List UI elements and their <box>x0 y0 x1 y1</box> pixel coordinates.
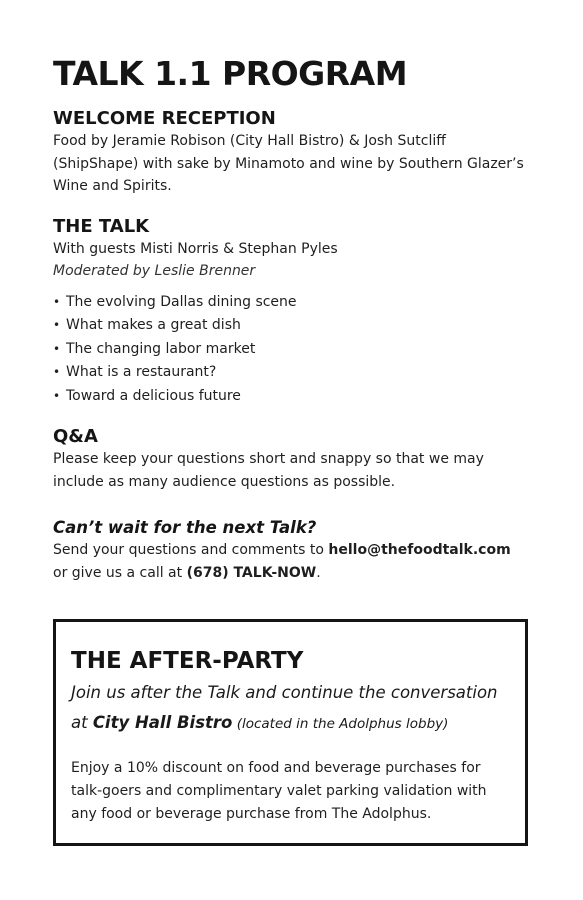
welcome-reception-section <box>53 108 533 198</box>
bullet-icon: • <box>53 388 61 403</box>
contact-phone-link[interactable]: (678) TALK-NOW <box>186 564 317 581</box>
next-talk-line1-prefix: Send your questions and comments to <box>53 542 329 558</box>
qa-text: Please keep your questions short and snappy so that we may include as many audience questions as possible. <box>53 451 484 490</box>
topic-label: What is a restaurant? <box>66 364 217 380</box>
the-talk-section <box>53 216 533 409</box>
after-party-venue: City Hall Bistro <box>92 713 233 732</box>
next-talk-section <box>53 517 533 584</box>
after-party-lead-at: at <box>71 713 93 732</box>
topic-label: Toward a delicious future <box>66 387 241 404</box>
qa-heading: Q&A <box>53 426 98 447</box>
qa-section <box>53 426 533 493</box>
list-item <box>53 291 533 315</box>
program-page <box>53 52 533 602</box>
topic-label: What makes a great dish <box>66 317 241 333</box>
next-talk-line2-suffix: . <box>316 564 321 581</box>
talk-topics-list <box>53 291 533 409</box>
talk-moderator: Moderated by Leslie Brenner <box>53 263 256 279</box>
after-party-text: Enjoy a 10% discount on food and beverage purchases for talk-goers and complimentary valet parking validation with any food or beverage purchase from The Adolphus. <box>71 760 487 822</box>
contact-email-link[interactable]: hello@thefoodtalk.com <box>328 542 511 558</box>
next-talk-line1 <box>53 539 533 562</box>
after-party-heading: THE AFTER-PARTY <box>71 648 304 674</box>
list-item <box>53 338 533 362</box>
list-item <box>53 314 533 338</box>
bullet-icon: • <box>53 341 61 356</box>
list-item <box>53 385 533 409</box>
bullet-icon: • <box>53 294 61 309</box>
after-party-box <box>53 619 528 846</box>
next-talk-line2-prefix: or give us a call at <box>53 564 187 581</box>
after-party-lead-line2 <box>71 708 511 739</box>
bullet-icon: • <box>53 365 61 379</box>
topic-label: The changing labor market <box>66 340 256 357</box>
page-title: TALK 1.1 PROGRAM <box>53 54 408 93</box>
welcome-reception-text: Food by Jeramie Robison (City Hall Bistro) & Josh Sutcliff (ShipShape) with sake by Minamoto and wine by Southern Glazer’s Wine and Spirits. <box>53 133 524 194</box>
talk-guests: With guests Misti Norris & Stephan Pyles <box>53 240 338 257</box>
after-party-venue-note: (located in the Adolphus lobby) <box>232 716 449 732</box>
next-talk-line2 <box>53 562 533 585</box>
topic-label: The evolving Dallas dining scene <box>66 293 297 310</box>
list-item <box>53 361 533 385</box>
after-party-lead-line1: Join us after the Talk and continue the conversation <box>71 683 498 702</box>
the-talk-heading: THE TALK <box>53 215 150 237</box>
bullet-icon: • <box>53 318 61 332</box>
after-party-content <box>71 646 511 826</box>
welcome-reception-heading: WELCOME RECEPTION <box>53 108 276 129</box>
next-talk-heading: Can’t wait for the next Talk? <box>53 518 317 537</box>
